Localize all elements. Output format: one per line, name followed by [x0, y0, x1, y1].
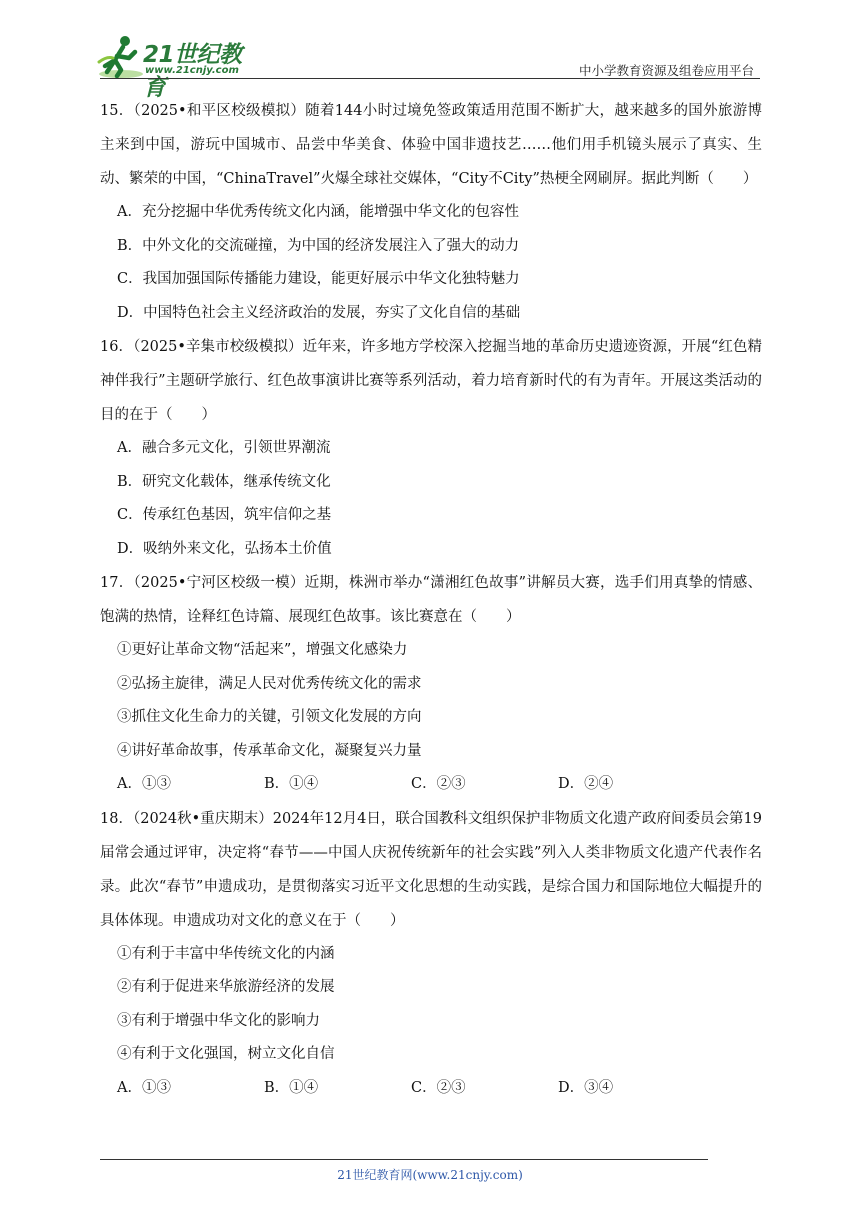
choice-row — [100, 768, 762, 802]
question-17 — [100, 566, 762, 802]
footer-link[interactable]: 21世纪教育网(www.21cnjy.com) — [337, 1168, 523, 1182]
question-stem: 17．（2025•宁河区校级一模）近期，株洲市举办“潇湘红色故事”讲解员大赛，选手们用真挚的情感、饱满的热情，诠释红色诗篇、展现红色故事。该比赛意在（ ） — [100, 575, 762, 625]
statement-3: ③抓住文化生命力的关键，引领文化发展的方向 — [117, 709, 422, 725]
logo-url: www.21cnjy.com — [145, 65, 239, 76]
choice-a: A．①③ — [117, 776, 171, 792]
choice-c: C．②③ — [411, 1079, 466, 1096]
option-c: C．传承红色基因，筑牢信仰之基 — [117, 507, 332, 523]
choice-d: D．③④ — [558, 1079, 614, 1096]
choice-row — [100, 1072, 762, 1106]
option-b: B．中外文化的交流碰撞，为中国的经济发展注入了强大的动力 — [117, 237, 520, 254]
option-a: A．融合多元文化，引领世界潮流 — [117, 440, 331, 456]
option-c: C．我国加强国际传播能力建设，能更好展示中华文化独特魅力 — [117, 271, 520, 287]
option-d: D．中国特色社会主义经济政治的发展，夯实了文化自信的基础 — [117, 304, 521, 321]
footer-divider — [100, 1159, 708, 1160]
statement-4: ④讲好革命故事，传承革命文化，凝聚复兴力量 — [117, 742, 422, 759]
choice-a: A．①③ — [117, 1079, 171, 1096]
page-header — [0, 0, 860, 101]
statement-2: ②弘扬主旋律，满足人民对优秀传统文化的需求 — [117, 675, 422, 692]
statement-2: ②有利于促进来华旅游经济的发展 — [117, 979, 335, 995]
option-a: A．充分挖掘中华优秀传统文化内涵，能增强中华文化的包容性 — [117, 204, 519, 220]
site-logo[interactable] — [95, 34, 260, 101]
statement-3: ③有利于增强中华文化的影响力 — [117, 1012, 320, 1029]
choice-b: B．①④ — [264, 776, 319, 792]
header-divider — [100, 78, 760, 79]
choice-c: C．②③ — [411, 776, 466, 792]
platform-name: 中小学教育资源及组卷应用平台 — [578, 63, 754, 78]
question-stem: 16．（2025•辛集市校级模拟）近年来，许多地方学校深入挖掘当地的革命历史遗迹资源，开展“红色精神伴我行”主题研学旅行、红色故事演讲比赛等系列活动，着力培育新时代的有为青年。开展这类活动的目的在于（ ） — [100, 339, 762, 423]
runner-logo-icon — [95, 34, 145, 80]
choice-d: D．②④ — [558, 776, 614, 792]
statement-4: ④有利于文化强国，树立文化自信 — [117, 1046, 335, 1062]
question-15 — [100, 94, 762, 330]
statement-1: ①有利于丰富中华传统文化的内涵 — [117, 945, 335, 962]
question-stem: 18．（2024秋•重庆期末）2024年12月4日，联合国教科文组织保护非物质文化遗产政府间委员会第19届常会通过评审，决定将“春节——中国人庆祝传统新年的社会实践”列入人类非物质文化遗产代表作名录。此次“春节”申遗成功，是贯彻落实习近平文化思想的生动实践，是综合国力和国际地位大幅提升的具体体现。申遗成功对文化的意义在于（ ） — [100, 810, 762, 929]
statement-1: ①更好让革命文物“活起来”，增强文化感染力 — [117, 642, 408, 658]
logo-text: 21世纪教育 — [143, 42, 242, 101]
question-list — [100, 94, 762, 1105]
choice-b: B．①④ — [264, 1079, 319, 1096]
option-d: D．吸纳外来文化，弘扬本土价值 — [117, 540, 332, 557]
option-b: B．研究文化载体，继承传统文化 — [117, 473, 331, 490]
question-18 — [100, 802, 762, 1106]
question-16 — [100, 330, 762, 566]
question-stem: 15．（2025•和平区校级模拟）随着144小时过境免签政策适用范围不断扩大，越来越多的国外旅游博主来到中国，游玩中国城市、品尝中华美食、体验中国非遗技艺……他们用手机镜头展示了真实、生动、繁荣的中国，“ChinaTravel”火爆全球社交媒体，“City不City”热梗全网刷屏。据此判断（ ） — [100, 103, 762, 187]
